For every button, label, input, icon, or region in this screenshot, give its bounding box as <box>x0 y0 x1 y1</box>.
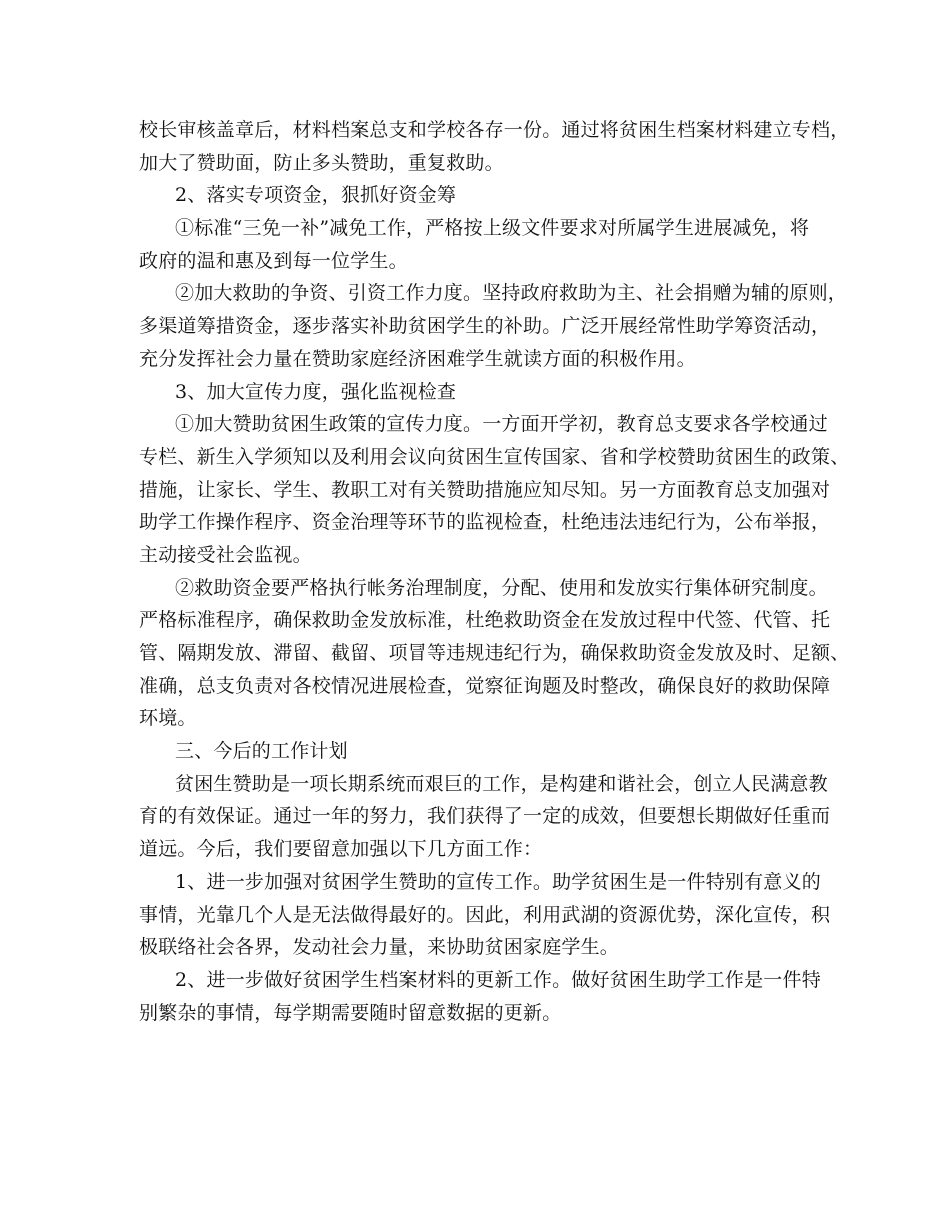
text-line: 多渠道筹措资金，逐步落实补助贫困学生的补助。广泛开展经常性助学筹资活动， <box>139 315 831 338</box>
text-line: 事情，光靠几个人是无法做得最好的。因此，利用武湖的资源优势，深化宣传，积 <box>139 903 831 926</box>
document-body <box>139 114 850 1029</box>
text-line: ②加大救助的争资、引资工作力度。坚持政府救助为主、社会捐赠为辅的原则， <box>175 282 848 305</box>
text-line: 育的有效保证。通过一年的努力，我们获得了一定的成效，但要想长期做好任重而 <box>139 805 831 828</box>
text-line: 措施，让家长、学生、教职工对有关赞助措施应知尽知。另一方面教育总支加强对 <box>139 478 831 501</box>
text-line: 1、进一步加强对贫困学生赞助的宣传工作。助学贫困生是一件特别有意义的 <box>175 870 821 893</box>
text-line: 充分发挥社会力量在赞助家庭经济困难学生就读方面的积极作用。 <box>139 347 696 370</box>
text-line: 管、隔期发放、滞留、截留、项冒等违规违纪行为，确保救助资金发放及时、足额、 <box>139 642 850 664</box>
text-line: 专栏、新生入学须知以及利用会议向贫困生宣传国家、省和学校赞助贫困生的政策、 <box>139 445 850 468</box>
text-line: ①加大赞助贫困生政策的宣传力度。一方面开学初，教育总支要求各学校通过 <box>175 413 828 436</box>
text-line: 严格标准程序，确保救助金发放标准，杜绝救助资金在发放过程中代签、代管、托 <box>139 609 831 632</box>
text-line: 校长审核盖章后，材料档案总支和学校各存一份。通过将贫困生档案材料建立专档， <box>139 119 850 141</box>
text-line: 政府的温和惠及到每一位学生。 <box>139 249 408 272</box>
text-line: 主动接受社会监视。 <box>139 543 312 566</box>
text-line: 助学工作操作程序、资金治理等环节的监视检查，杜绝违法违纪行为，公布举报， <box>139 511 831 534</box>
text-line: 三、今后的工作计划 <box>175 740 348 763</box>
text-line: 2、落实专项资金，狠抓好资金筹 <box>175 184 457 207</box>
text-line: 环境。 <box>139 707 197 730</box>
text-line: 别繁杂的事情，每学期需要随时留意数据的更新。 <box>139 1001 562 1024</box>
text-line: 准确，总支负责对各校情况进展检查，觉察征询题及时整改，确保良好的救助保障 <box>139 674 831 697</box>
text-line: 3、加大宣传力度，强化监视检查 <box>175 380 457 403</box>
text-line: 加大了赞助面，防止多头赞助，重复救助。 <box>139 151 504 174</box>
text-line: ②救助资金要严格执行帐务治理制度，分配、使用和发放实行集体研究制度。 <box>175 576 828 599</box>
text-line: 2、进一步做好贫困学生档案材料的更新工作。做好贫困生助学工作是一件特 <box>175 968 821 991</box>
text-line: 道远。今后，我们要留意加强以下几方面工作： <box>139 838 543 861</box>
text-line: 贫困生赞助是一项长期系统而艰巨的工作，是构建和谐社会，创立人民满意教 <box>175 772 828 795</box>
text-line: ①标准“三免一补”减免工作，严格按上级文件要求对所属学生进展减免，将 <box>175 217 810 240</box>
text-line: 极联络社会各界，发动社会力量，来协助贫困家庭学生。 <box>139 936 620 959</box>
